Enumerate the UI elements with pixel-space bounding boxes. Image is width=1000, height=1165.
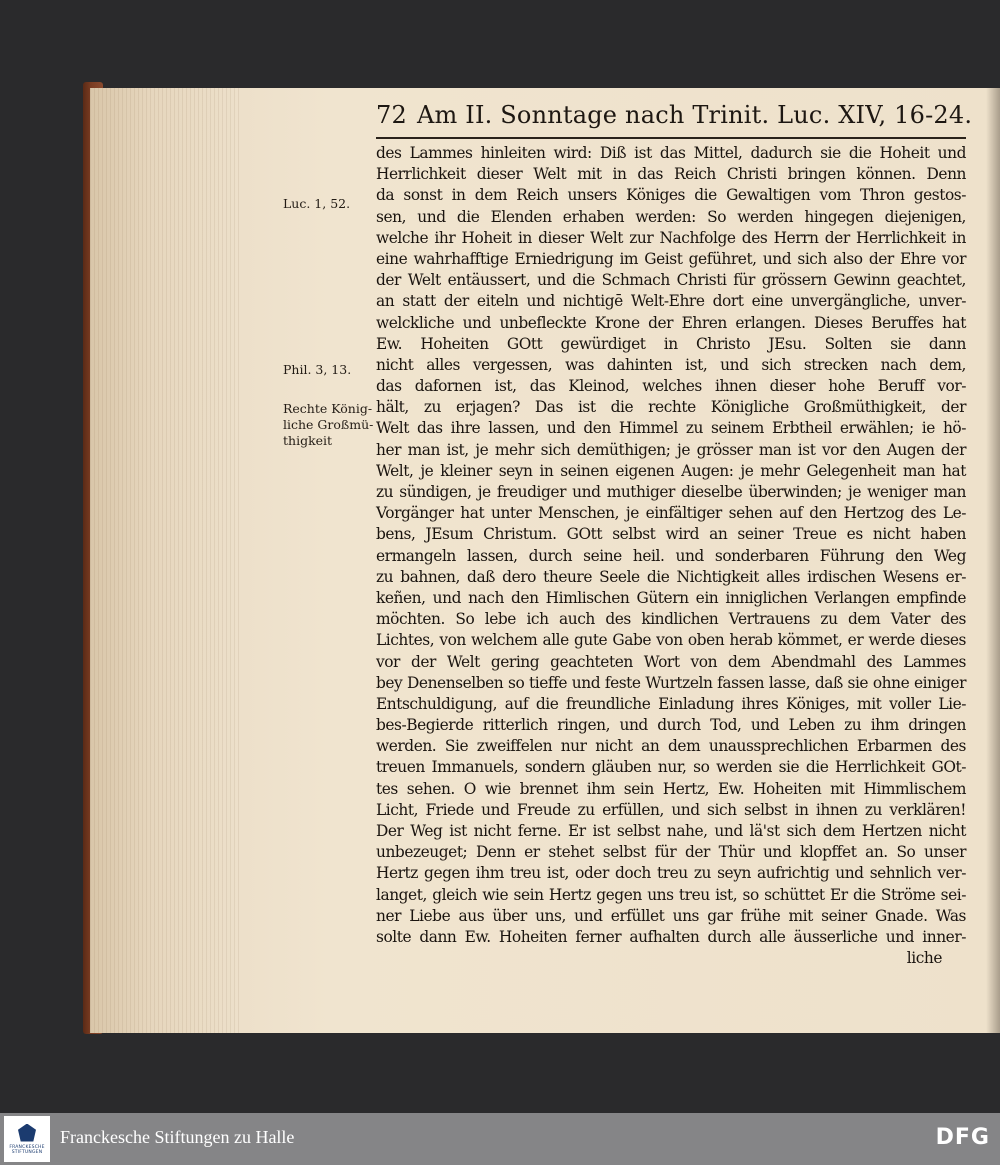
text-line: des Lammes hinleiten wird: Diß ist das Mittel, dadurch sie die Hoheit und bbox=[376, 144, 966, 162]
page-number: 72 bbox=[376, 101, 407, 129]
text-line: welche ihr Hoheit in dieser Welt zur Nachfolge des Herrn der Herrlichkeit in bbox=[376, 228, 966, 247]
footer-bar bbox=[0, 1113, 1000, 1165]
margin-note-luc: Luc. 1, 52. bbox=[283, 196, 351, 211]
text-line: Hertz gegen ihm treu ist, oder doch treu zu seyn aufrichtig und sehnlich ver- bbox=[376, 864, 966, 883]
text-line: nicht alles vergessen, was dahinten ist, und sich strecken nach dem, bbox=[376, 355, 966, 374]
logo-emblem-icon bbox=[18, 1124, 36, 1142]
text-line: der Welt entäussert, und die Schmach Christi für grössern Gewinn geachtet, bbox=[376, 271, 966, 290]
margin-note-phil: Phil. 3, 13. bbox=[283, 362, 352, 377]
text-line: zu bahnen, daß dero theure Seele die Nichtigkeit alles irdischen Wesens er- bbox=[376, 567, 966, 586]
text-line: Der Weg ist nicht ferne. Er ist selbst nahe, und lä'st sich dem Hertzen nicht bbox=[376, 822, 966, 840]
text-line: Welt das ihre lassen, und den Himmel zu seinem Erbtheil erwählen; ie hö- bbox=[376, 419, 966, 438]
body-text bbox=[376, 143, 966, 969]
text-line: Vorgänger hat unter Menschen, je einfältiger sehen auf den Hertzog des Le- bbox=[376, 504, 966, 523]
text-line: das dafornen ist, das Kleinod, welches ihnen dieser hohe Beruff vor- bbox=[376, 377, 966, 396]
text-line: welckliche und unbefleckte Krone der Ehren erlangen. Dieses Beruffes hat bbox=[376, 313, 966, 332]
gutter-shadow bbox=[986, 88, 1000, 1033]
text-line: Entschuldigung, auf die freundliche Einladung ihres Königes, mit voller Lie- bbox=[376, 694, 966, 713]
running-header bbox=[376, 101, 973, 139]
margin-note-line: thigkeit bbox=[283, 433, 333, 448]
text-line: treuen Immanuels, sondern gläuben nur, so werden sie die Herrlichkeit GOt- bbox=[376, 758, 966, 777]
institution-name[interactable]: Franckesche Stiftungen zu Halle bbox=[60, 1127, 295, 1147]
text-line: bes-Begierde ritterlich ringen, und durch Tod, und Leben zu ihm dringen bbox=[376, 716, 966, 735]
text-line: sen, und die Elenden erhaben werden: So werden hingegen diejenigen, bbox=[376, 207, 966, 226]
text-line: Lichtes, von welchem alle gute Gabe von oben herab kömmet, er werde dieses bbox=[376, 631, 966, 650]
text-line: zu sündigen, je freudiger und muthiger dieselbe überwinden; je weniger man bbox=[376, 483, 966, 501]
margin-note-line: Rechte König- bbox=[283, 401, 373, 416]
text-line: her man ist, je mehr sich demüthigen; je grösser man ist vor den Augen der bbox=[376, 440, 966, 459]
page-stack-edges bbox=[90, 88, 240, 1033]
logo-caption: FRANCKESCHE STIFTUNGEN bbox=[9, 1144, 45, 1155]
text-line: bey Denenselben so tieffe und feste Wurtzeln fassen lasse, daß sie ohne einiger bbox=[376, 673, 966, 692]
text-line: Herrlichkeit dieser Welt mit in das Reich Christi bringen können. Denn bbox=[376, 165, 966, 184]
text-line: Welt, je kleiner seyn in seinen eigenen Augen: je mehr Gelegenheit man hat bbox=[376, 461, 966, 480]
text-line: keñen, und nach den Himlischen Gütern ein inniglichen Verlangen empfinde bbox=[376, 588, 966, 607]
margin-note-rechte bbox=[283, 401, 373, 449]
dfg-logo[interactable]: DFG bbox=[935, 1125, 990, 1150]
text-line: liche bbox=[906, 949, 942, 968]
text-line: unbezeuget; Denn er stehet selbst für der Thür und klopffet an. So unser bbox=[376, 843, 966, 862]
text-line: möchten. So lebe ich auch des kindlichen Vertrauens zu dem Vater des bbox=[376, 610, 966, 629]
text-line: an statt der eiteln und nichtigē Welt-Ehre dort eine unvergängliche, unver- bbox=[376, 292, 966, 311]
text-line: hält, zu erjagen? Das ist die rechte Königliche Großmüthigkeit, der bbox=[376, 398, 966, 417]
running-header-title: Am II. Sonntage nach Trinit. Luc. XIV, 16-24. bbox=[416, 101, 973, 129]
text-line: Licht, Friede und Freude zu erfüllen, und sich selbst in ihnen zu verklären! bbox=[376, 800, 966, 819]
text-line: bens, JEsum Christum. GOtt selbst wird an seiner Treue es nicht haben bbox=[376, 525, 966, 544]
margin-note-line: liche Großmü- bbox=[283, 417, 374, 432]
text-line: vor der Welt gering geachteten Wort von dem Abendmahl des Lammes bbox=[376, 652, 966, 671]
text-line: solte dann Ew. Hoheiten ferner aufhalten durch alle äusserliche und inner- bbox=[376, 927, 966, 946]
text-line: ner Liebe aus über uns, und erfüllet uns gar frühe mit seiner Gnade. Was bbox=[376, 906, 966, 925]
text-line: da sonst in dem Reich unsers Königes die Gewaltigen vom Thron gestos- bbox=[376, 186, 966, 205]
text-line: eine wahrhafftige Erniedrigung im Geist geführet, und sich also der Ehre vor bbox=[376, 249, 966, 268]
text-line: tes sehen. O wie brennet ihm sein Hertz, Ew. Hoheiten mit Himmlischem bbox=[376, 779, 966, 798]
institution-logo[interactable] bbox=[4, 1116, 50, 1162]
text-line: Ew. Hoheiten GOtt gewürdiget in Christo JEsu. Solten sie dann bbox=[376, 334, 966, 353]
text-line: langet, gleich wie sein Hertz gegen uns treu ist, so schüttet Er die Ströme sei- bbox=[376, 885, 966, 904]
text-line: ermangeln lassen, durch seine heil. und sonderbaren Führung den Weg bbox=[376, 546, 966, 565]
text-line: werden. Sie zweiffelen nur nicht an dem unaussprechlichen Erbarmen des bbox=[376, 737, 966, 756]
